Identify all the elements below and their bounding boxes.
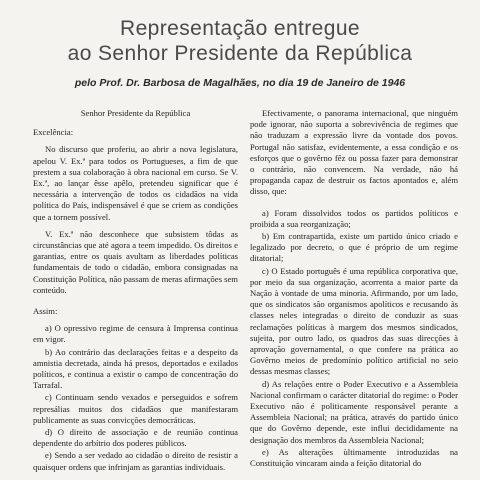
list-item: b) Em contrapartida, existe um partido único criado e legalizado por decreto, o que é próprio de um regime ditatorial; <box>250 231 458 264</box>
addressee-heading: Senhor Presidente da República <box>80 108 191 118</box>
list-item: c) Continuam sendo vexados e perseguidos e sofrem represálias muitos dos cidadãos que manifestaram publicamente as suas convicções democráticas. <box>33 392 238 425</box>
list-item: b) Ao contrário das declarações feitas e a despeito da amnistia decretada, ainda há presos, deportados e exilados políticos, e continua a existir o campo de concentração do Tarrafal. <box>33 346 238 391</box>
list-item: a) Foram dissolvidos todos os partidos políticos e proibida a sua reorganização; <box>250 207 458 229</box>
salutation: Excelência: <box>33 127 74 138</box>
list-item: e) Sendo a ser vedado ao cidadão o direito de resistir a quaisquer ordens que infrinjam as garantias individuais. <box>33 450 238 472</box>
list-item: d) O direito de associação e de reunião continua dependente do arbítrio dos poderes públicos. <box>33 427 238 449</box>
list-item: a) O opressivo regime de censura à Imprensa continua em vigor. <box>33 323 238 345</box>
paragraph: No discurso que proferiu, ao abrir a nova legislatura, apelou V. Ex.ª para todos os Portugueses, a fim de que prestem a sua colaboração à obra nacional em curso. Se V. Ex.ª, ao lançar êsse apêlo, pretendeu significar que é necessária a intervenção de todos os cidadãos na vida política do País, indispensável é que se criem as condições que a tornem possível. <box>33 144 238 222</box>
paragraph: Efectivamente, o panorama internacional, que ninguém pode ignorar, não suporta a sobrevivência de regimes que não traduzam a expressão livre da vontade dos povos. Portugal não satisfaz, evidentemente, a essa condição e os esforços que o govêrno fêz ou possa fazer para demonstrar o contrário, não convencem. Na verdade, não há propaganda capaz de destruir os factos apontados e, além disso, que: <box>250 108 458 197</box>
list-item: e) As alterações ùltimamente introduzidas na Constituição vincaram ainda a feição ditatorial do <box>250 446 458 469</box>
assim-label: Assim: <box>33 306 58 317</box>
right-column <box>250 108 458 480</box>
list-item: d) As relações entre o Poder Executivo e a Assembleia Nacional confirmam o carácter ditatorial do regime: o Poder Executivo não é politicamente responsável perante a Assembleia Nacional; na prática, através do partido único que do Govêrno depende, este influi decididamente na designação dos membros da Assembleia Nacional; <box>250 378 458 445</box>
title-line-1: Representação entregue <box>120 17 360 40</box>
left-column <box>33 108 238 480</box>
subtitle: pelo Prof. Dr. Barbosa de Magalhães, no dia 19 de Janeiro de 1946 <box>74 77 406 89</box>
title-line-2: ao Senhor Presidente da República <box>67 42 413 65</box>
paragraph: V. Ex.ª não desconhece que subsistem tôdas as circunstâncias que até agora a teem impedido. Os direitos e garantias, entre os quais avultam as liberdades políticas fundamentais de todo o cidadão, embora consignadas na Constituição Política, não passam de meras afirmações sem conteúdo. <box>33 228 238 295</box>
list-item: c) O Estado português é uma república corporativa que, por meio da sua organização, acorrenta a maior parte da Nação à vontade de uma minoria. Afirmando, por um lado, que os sindicatos são organismos apolíticos e recusando às classes neles integradas o direito de conduzir as suas reclamações políticas à margem dos mesmos sindicados, sujeita, por outro lado, os quadros das suas direcções à aprovação governamental, o que confere na prática ao Govêrno meios de predomínio político artificial no seio dessas mesmas classes; <box>250 265 458 377</box>
